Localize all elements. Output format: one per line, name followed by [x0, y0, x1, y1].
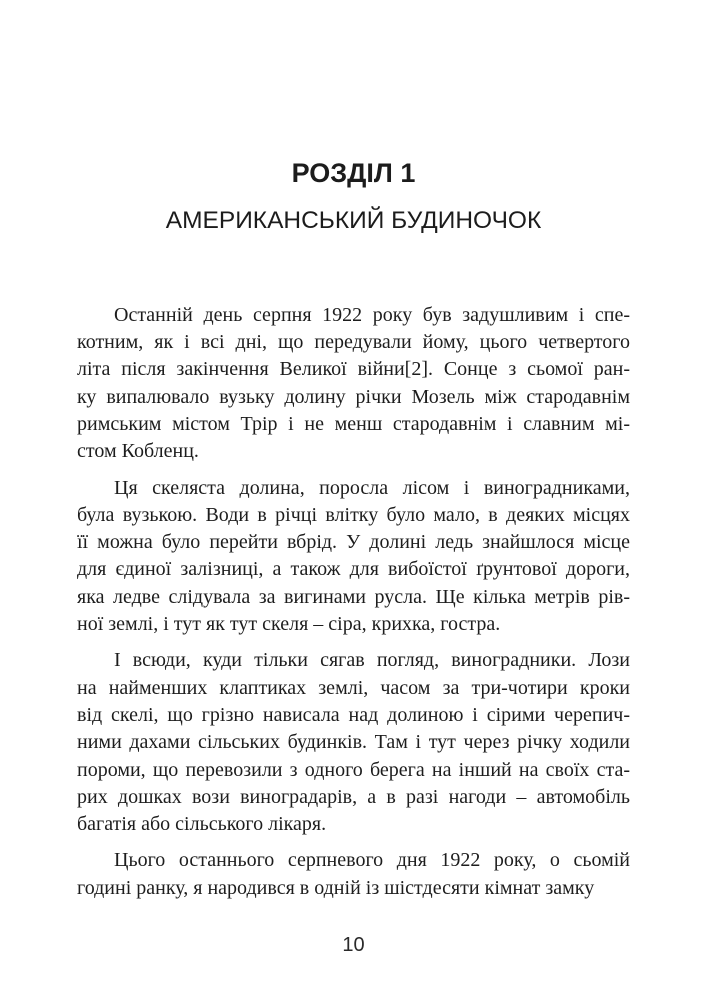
text-line: від скелі, що грізно нависала над долиною і сірими черепич- [77, 703, 630, 726]
text-line: рих дошках вози виноградарів, а в разі нагоди – автомобіль [77, 785, 630, 808]
text-line: римським містом Трір і не менш стародавнім і славним мі- [77, 412, 630, 435]
chapter-title: АМЕРИКАНСЬКИЙ БУДИНОЧОК [165, 207, 542, 235]
text-line: Цього останнього серпневого дня 1922 року, о сьомій [114, 849, 630, 872]
text-block [77, 302, 630, 902]
text-line: годині ранку, я народився в одній із шістдесяти кімнат замку [77, 876, 595, 899]
paragraph [77, 475, 630, 639]
text-line: пороми, що перевозили з одного берега на інший на своїх ста- [77, 758, 630, 781]
paragraph [77, 647, 630, 838]
text-line: багатія або сільського лікаря. [77, 813, 327, 836]
text-line: ної землі, і тут як тут скеля – сіра, крихка, гостра. [77, 613, 501, 636]
text-line: літа після закінчення Великої війни[2]. Сонце з сьомої ран- [77, 358, 630, 381]
text-line: яка ледве слідувала за вигинами русла. Ще кілька метрів рів- [77, 585, 630, 608]
text-line: для єдиної залізниці, а також для вибоїстої ґрунтової дороги, [77, 558, 630, 581]
text-line: її можна було перейти вбрід. У долині ледь знайшлося місце [77, 531, 630, 554]
text-line: ку випалювало вузьку долину річки Мозель між стародавнім [77, 385, 630, 408]
text-line: була вузькою. Води в річці влітку було мало, в деяких місцях [77, 503, 630, 526]
text-line: стом Кобленц. [77, 440, 199, 463]
text-line: Ця скеляста долина, поросла лісом і виноградниками, [114, 476, 630, 499]
text-line: І всюди, куди тільки сягав погляд, виноградники. Лози [114, 649, 630, 672]
text-line: на найменших клаптиках землі, часом за три-чотири кроки [77, 676, 630, 699]
chapter-label: РОЗДІЛ 1 [291, 158, 416, 188]
text-line: Останній день серпня 1922 року був задушливим і спе- [114, 303, 630, 326]
page-number: 10 [342, 934, 365, 956]
text-line: ними дахами сільських будинків. Там і тут через річку ходили [77, 731, 630, 754]
paragraph [77, 847, 630, 902]
paragraph [77, 302, 630, 466]
text-line: котним, як і всі дні, що передували йому, цього четвертого [77, 331, 630, 354]
